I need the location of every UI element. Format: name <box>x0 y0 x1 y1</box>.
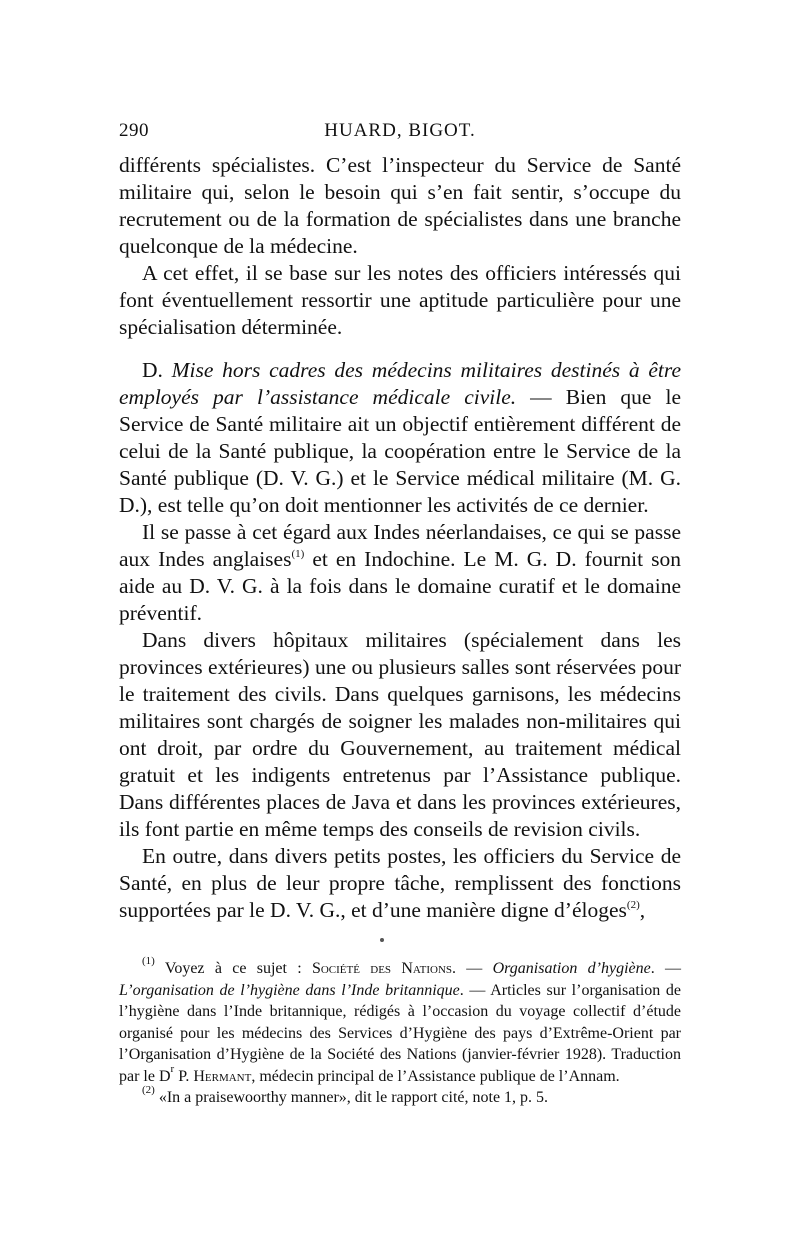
paragraph-3 <box>119 357 681 519</box>
footnote-2 <box>119 1084 681 1109</box>
running-title: HUARD, BIGOT. <box>324 120 476 141</box>
footnotes <box>119 955 682 1109</box>
footnote-1-org: Société des Nations <box>311 960 453 977</box>
footnote-1-title-1: Organisation d’hygiène <box>492 960 651 977</box>
footnote-1-title-2: L’organisation de l’hygiène dans l’Inde britannique <box>119 981 460 999</box>
footnote-1-text-b: . — <box>452 960 493 977</box>
footnote-1-text-e: P. <box>174 1067 194 1085</box>
paragraph-4 <box>119 519 681 627</box>
footnote-1-mark: (1) <box>142 955 155 967</box>
section-label: D. <box>142 358 163 382</box>
paragraph-4-text-b: et en Indochine. Le M. G. D. fournit son aide au D. V. G. à la fois dans le domaine curatif et le domaine préventif. <box>119 547 681 625</box>
paragraph-3-text: — Bien que le Service de Santé militaire ait un objectif entièrement différent de celui de la Santé publique, la coopération entre le Service de la Santé publique (D. V. G.) et le Service médical militaire (M. G. D.), est telle qu’on doit mentionner les activités de ce dernier. <box>119 385 682 517</box>
footnote-ref-1: (1) <box>291 548 305 560</box>
footnote-1 <box>119 955 682 1087</box>
body-text <box>119 152 681 924</box>
footnote-1-text-d: . — Articles sur l’organisation de l’hygiène dans l’Inde britannique, rédigés à l’occasion du voyage collectif d’étude organisé pour les médecins des Services d’Hygiène des pays d’Extrême-Orient par l’Organisation d’Hygiène de la Société des Nations (janvier-février 1928). Traduction par le D <box>119 981 682 1085</box>
footnote-2-mark: (2) <box>142 1084 155 1096</box>
footnote-ref-2: (2) <box>626 899 640 911</box>
paragraph-6 <box>119 843 681 924</box>
footnote-1-name: Hermant <box>193 1067 252 1085</box>
footnote-divider-dot <box>380 938 384 942</box>
footnote-1-superscript: r <box>170 1062 175 1075</box>
footnote-1-text-c: . — <box>650 960 682 977</box>
paragraph-6-text-b: , <box>639 898 646 922</box>
paragraph-1: différents spécialistes. C’est l’inspecteur du Service de Santé militaire qui, selon le besoin qui s’en fait sentir, s’occupe du recrutement ou de la formation de spécialistes dans une branche quelconque de la médecine. <box>119 153 681 258</box>
paragraph-4-text-a: Il se passe à cet égard aux Indes néerlandaises, ce qui se passe aux Indes anglaises <box>119 520 681 571</box>
footnote-1-text-a: Voyez à ce sujet : <box>154 960 312 977</box>
footnote-2-text: «In a praisewoorthy manner», dit le rapport cité, note 1, p. 5. <box>154 1089 549 1106</box>
paragraph-2: A cet effet, il se base sur les notes des officiers intéressés qui font éventuellement ressortir une aptitude particulière pour une spécialisation déterminée. <box>119 261 681 339</box>
footnote-1-text-f: , médecin principal de l’Assistance publique de l’Annam. <box>251 1067 620 1085</box>
page-number: 290 <box>119 120 149 141</box>
paragraph-6-text-a: En outre, dans divers petits postes, les officiers du Service de Santé, en plus de leur propre tâche, remplissent des fonctions supportées par le D. V. G., et d’une manière digne d’éloges <box>119 844 681 922</box>
section-title: Mise hors cadres des médecins militaires destinés à être employés par l’assistance médicale civile. <box>119 358 681 409</box>
paragraph-5: Dans divers hôpitaux militaires (spécialement dans les provinces extérieures) une ou plusieurs salles sont réservées pour le traitement des civils. Dans quelques garnisons, les médecins militaires sont chargés de soigner les malades non-militaires qui ont droit, par ordre du Gouvernement, au traitement médical gratuit et les indigents entretenus par l’Assistance publique. Dans différentes places de Java et dans les provinces extérieures, ils font partie en même temps des conseils de revision civils. <box>119 628 681 841</box>
